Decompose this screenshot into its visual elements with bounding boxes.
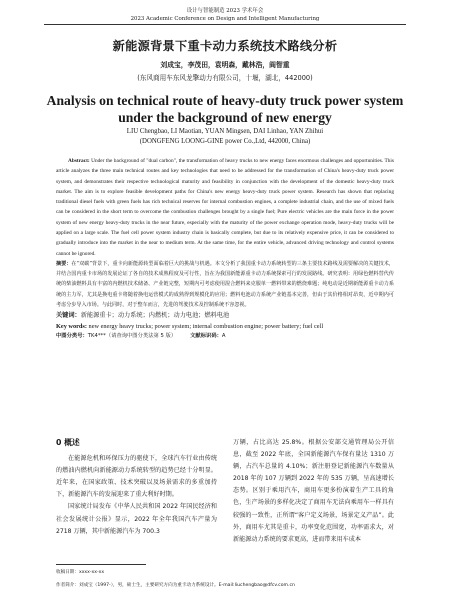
title-cn: 新能源背景下重卡动力系统技术路线分析 (112, 39, 338, 53)
abstract-en-text: Under the background of "dual carbon", the transformation of heavy trucks to new energy faces enormous challenges and opportunities. This article analyzes the three main technical routes and key technologies that need to be addressed for the transformation of China's heavy-duty truck power system, and demonstrates their respective technological maturity and feasibility in conjunction with the development of the domestic heavy-duty truck market. The aim is to explore feasible development paths for China's new energy heavy-duty truck power system. Research has shown that replacing traditional diesel fuels with green fuels has rich technical reserves for internal combustion engines, a complete industrial chain, and the use of mixed fuels can be considered in the short term to overcome the combustion challenges brought by a single fuel; Pure electric vehicles are the main force in the power system of new energy heavy-duty trucks in the near future, especially with the maturity of the power exchange operation mode, heavy-duty trucks will be applied on a large scale. The fuel cell power system industry chain is basically complete, but due to its relatively expensive price, it can be considered to gradually introduce into the market in the near to medium term. At the same time, for the entire vehicle, advanced driving technology and control systems cannot be ignored. (56, 158, 394, 257)
keywords-en-text: new energy heavy trucks; power system; internal combustion engine; power battery; fuel cell (88, 322, 324, 330)
keywords-cn-label: 关键词： (56, 311, 81, 319)
paragraph: 在能源危机和环保压力的驱使下，全球汽车行业由传统的燃油内燃机向新能源动力系统转型的趋势已经十分明显。近年来，在国家政策、技术突破以及场景需求的多重加持下，新能源汽车的发展迎来了重大利好时期。 (56, 455, 217, 499)
abstract-cn-text: 在“双碳”背景下，重卡向新能源转型面临着巨大的挑战与机遇。本文分析了我国重卡动力系统转型的三条主要技术路线及需要解决的关键技术，并结合国内重卡市场的发展论证了各自的技术成熟程度及可行性，旨在为我国新能源重卡动力系统探索可行的发展路线。研究表明：用绿色燃料替代传统的柴油燃料具有丰富的内燃机技术储备、产业链完整，短期内可考虑使用混合燃料来克服单一燃料带来的燃烧难题；纯电动是近期新能源重卡动力系统的主力军，尤其是换电重卡将随着换电运营模式的成熟得到规模化的应用；燃料电池动力系统产业链基本完善，但由于其价格相对昂贵，近中期内可考虑分步导入市场。与此同时，对于整车而言，先进的驾驶技术及控制系统不容忽视。 (56, 260, 394, 308)
body-columns (56, 437, 394, 546)
footnotes (56, 564, 394, 592)
authors-cn: 刘成宝，李茂田，袁明森，戴林浩，阎智重 (160, 61, 290, 69)
abstract-cn (56, 259, 394, 310)
abstract-en (56, 156, 394, 259)
section-heading: 0 概述 (56, 438, 80, 447)
abstract-en-label: Abstract: (68, 158, 90, 164)
journal-name-cn: 设计与智能制造 2023 学术年会 (186, 8, 264, 14)
doc-code-label: 文献标识码： (190, 332, 222, 339)
classification-line (56, 332, 394, 341)
footnote-rule (56, 564, 146, 565)
right-column (233, 437, 394, 546)
clc-value: TK4***（请查询中图分类法第 5 版） (87, 332, 177, 339)
keywords-en-label: Key words: (56, 322, 87, 330)
running-header (0, 7, 450, 23)
received-date: 收稿日期：xxxx-xx-xx (56, 570, 105, 575)
keywords-en (56, 321, 394, 332)
header-rule (44, 24, 406, 25)
author-bio: 作者简介：刘成宝（1997-），男，硕士生，主要研究方向为重卡动力系统设计。E-mail:liuchengbao@dfcv.com.cn (56, 583, 295, 588)
paragraph: 国家统计局发布《中华人民共和国 2022 年国民经济和社会发展统计公报》显示，2022 年全年我国汽车产量为 2718 万辆，其中新能源汽车为 700.3 (56, 503, 217, 535)
keywords-cn-text: 新能源重卡；动力系统；内燃机；动力电池；燃料电池 (80, 311, 230, 319)
paragraph: 万辆，占比高达 25.8%。根据公安部交通管理局公开信息，截至 2022 年底，全国新能源汽车保有量达 1310 万辆，占汽车总量的 4.10%；新注册登记新能源汽车数量从 2018 年的 107 万辆到 2022 年的 535 万辆，呈高速增长态势。区别于乘用汽车，商用车更多扮演着生产工具的角色，生产场景的多样化决定了商用车无法向乘用车一样具有较强的一致性，正所谓“客户定义场景，场景定义产品”。此外，商用车尤其是重卡，功率变化范围宽，功率需求大，对新能源动力系统的要求更高，进而带来用车成本 (233, 439, 394, 543)
authors-en: LIU Chengbao, LI Maotian, YUAN Mingsen, DAI Linhao, YAN Zhihui (126, 128, 324, 135)
left-column (56, 437, 217, 546)
clc-label: 中图分类号： (56, 332, 88, 339)
affiliation-cn: (东风商用车东风龙擎动力有限公司，十堰，湖北，442000) (137, 74, 313, 82)
doc-code-value: A (221, 332, 226, 339)
affiliation-en: (DONGFENG LOONG-GINE power Co.,Ltd, 442000, China) (139, 138, 311, 145)
abstract-cn-label: 摘要： (56, 260, 72, 267)
keywords-cn (56, 310, 394, 321)
journal-name-en: 2023 Academic Conference on Design and Intelligent Manufacturing (130, 16, 320, 22)
title-en: Analysis on technical route of heavy-duty truck power system under the background of new energy (46, 93, 404, 125)
